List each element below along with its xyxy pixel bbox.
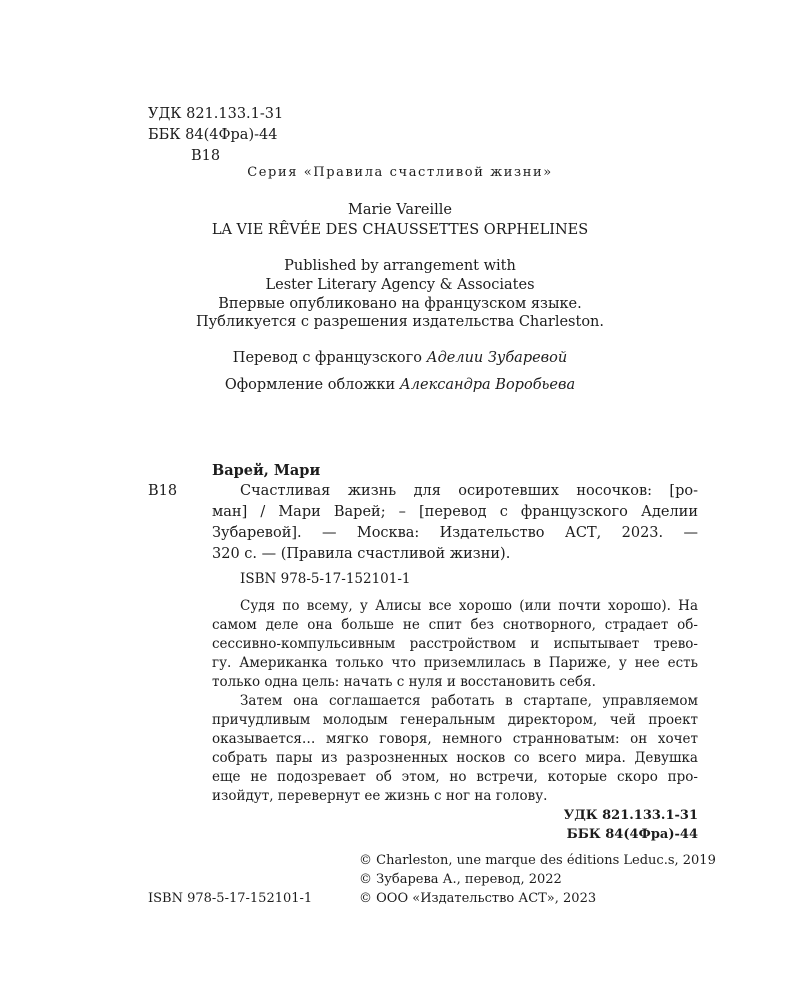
cover-credit (0, 377, 800, 393)
catalog-code: В18 (148, 483, 178, 499)
bottom-bbk-code: ББК 84(4Фра)-44 (566, 827, 698, 842)
publication-note: Lester Literary Agency & Associates (265, 277, 535, 293)
series-line: Серия «Правила счастливой жизни» (247, 165, 553, 180)
translation-prefix: Перевод с французского (232, 350, 422, 366)
annotation-line: Затем она соглашается работать в стартапе, управляемом (240, 693, 698, 709)
bib-line: 320 с. — (Правила счастливой жизни). (212, 546, 511, 562)
publication-note: Впервые опубликовано на французском языке. (218, 296, 582, 312)
copyright-isbn: ISBN 978-5-17-152101-1 (148, 891, 313, 906)
annotation-line: Судя по всему, у Алисы все хорошо (или почти хорошо). На (240, 598, 698, 614)
translator-name: Аделии Зубаревой (426, 350, 568, 366)
cover-prefix: Оформление обложки (224, 377, 396, 393)
copyright-line: © Зубарева А., перевод, 2022 (359, 872, 562, 887)
catalog-isbn: ISBN 978-5-17-152101-1 (240, 571, 411, 587)
annotation-line: собрать пары из разрозненных носков со всего мира. Девушка (212, 750, 698, 766)
copyright-line: © Charleston, une marque des éditions Leduc.s, 2019 (359, 853, 716, 868)
translation-credit (0, 350, 800, 366)
bib-line: Счастливая жизнь для осиротевших носочков: [ро- (240, 483, 698, 499)
udk-code: УДК 821.133.1-31 (148, 106, 284, 122)
bottom-udk-code: УДК 821.133.1-31 (563, 808, 698, 823)
original-author: Marie Vareille (347, 202, 453, 218)
annotation-line: причудливым молодым генеральным директором, чей проект (212, 712, 698, 728)
annotation-line: сессивно-компульсивным расстройством и испытывает трево- (212, 636, 698, 652)
author-mark: В18 (191, 148, 221, 164)
annotation-line: изойдут, перевернут ее жизнь с ног на голову. (212, 788, 548, 804)
cover-designer-name: Александра Воробьева (399, 377, 576, 393)
annotation-line: гу. Американка только что приземлилась в Париже, у нее есть (212, 655, 698, 671)
bib-line: Зубаревой]. — Москва: Издательство АСТ, 2023. — (212, 525, 698, 541)
publication-note: Публикуется с разрешения издательства Charleston. (195, 314, 605, 330)
copyright-line: © ООО «Издательство АСТ», 2023 (359, 891, 597, 906)
bbk-code: ББК 84(4Фра)-44 (148, 127, 278, 143)
catalog-author-heading: Варей, Мари (212, 462, 321, 479)
bib-line: ман] / Мари Варей; – [перевод с французского Аделии (212, 504, 698, 520)
annotation-line: еще не подозревает об этом, но встречи, которые скоро про- (212, 769, 698, 785)
original-title: LA VIE RÊVÉE DES CHAUSSETTES ORPHELINES (211, 222, 589, 238)
annotation-line: оказывается… мягко говоря, немного странноватым: он хочет (212, 731, 698, 747)
publication-note: Published by arrangement with (284, 258, 516, 274)
annotation-line: только одна цель: начать с нуля и восстановить себя. (212, 674, 596, 690)
annotation-line: самом деле она больше не спит без снотворного, страдает об- (212, 617, 698, 633)
